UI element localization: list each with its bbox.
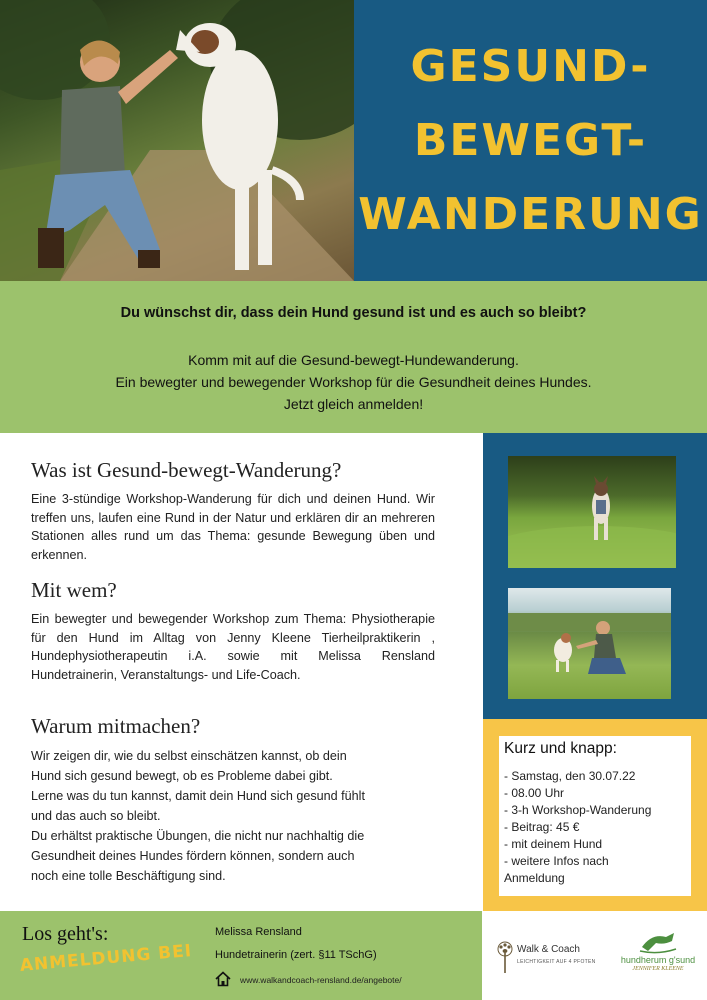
jumping-dog-icon: [638, 929, 678, 955]
info-item: - 3-h Workshop-Wanderung: [504, 803, 652, 817]
hundherum-logo: [617, 929, 699, 979]
contact-role: Hundetrainerin (zert. §11 TSchG): [215, 949, 377, 961]
title-line-3: WANDERUNG: [358, 189, 703, 240]
footer: [0, 911, 707, 1000]
intro-body: [0, 349, 707, 415]
walk-logo-subtitle: LEICHTIGKEIT AUF 4 PFOTEN: [517, 959, 596, 965]
title-panel: [354, 0, 707, 281]
text-line: Wir zeigen dir, wie du selbst einschätzen kannst, ob dein: [31, 749, 347, 763]
section-text: Ein bewegter und bewegender Workshop zum Thema: Physiotherapie für den Hund im Alltag von Jenny Kleene Tierheilpraktikerin , Hundephysiotherapeutin i.A. sowie mit Melissa Rensland Hundetrainerin, Veranstaltungs- und Life-Coach.: [31, 612, 435, 683]
section-heading: Was ist Gesund-bewegt-Wanderung?: [31, 458, 342, 482]
hundherum-logo-subtitle: JENNIFER KLEENE: [632, 966, 684, 972]
info-title: Kurz und knapp:: [504, 740, 617, 757]
section-why: [31, 714, 435, 886]
footer-contact-area: [0, 911, 482, 1000]
intro-question: Du wünschst dir, dass dein Hund gesund ist und es auch so bleibt?: [120, 305, 587, 321]
info-item: - 08.00 Uhr: [504, 786, 565, 800]
walk-logo-title: Walk & Coach: [517, 944, 580, 955]
text-line: Hund sich gesund bewegt, ob es Probleme dabei gibt.: [31, 769, 333, 783]
intro-line: Ein bewegter und bewegender Workshop für die Gesundheit deines Hundes.: [115, 374, 592, 390]
hundherum-logo-title: hundherum g'sund: [620, 955, 696, 965]
woman-dog-highfive-image: [0, 0, 354, 281]
section-heading: Mit wem?: [31, 578, 117, 602]
intro-line: Komm mit auf die Gesund-bewegt-Hundewanderung.: [188, 352, 519, 368]
text-line: Lerne was du tun kannst, damit dein Hund sich gesund fühlt: [31, 789, 365, 803]
intro-banner: [0, 281, 707, 433]
text-line: Gesundheit deines Hundes fördern können, sondern auch: [31, 849, 355, 863]
text-line: und das auch so bleibt.: [31, 809, 161, 823]
info-item: - mit deinem Hund: [504, 837, 603, 851]
section-who: [31, 578, 435, 685]
section-text: [31, 746, 435, 886]
home-icon: [215, 971, 231, 987]
info-box: [499, 736, 691, 896]
paw-tree-icon: [495, 939, 515, 973]
page-title: [354, 30, 707, 252]
title-line-2: BEWEGT-: [413, 115, 648, 166]
woman-dog-field-photo: [508, 588, 671, 699]
info-item: - Samstag, den 30.07.22: [504, 769, 636, 783]
contact-name: Melissa Rensland: [215, 926, 302, 938]
registration-badge: ANMELDUNG BEI: [19, 940, 193, 976]
section-what: [31, 458, 435, 565]
photo-panel: [483, 433, 707, 719]
title-line-1: GESUND-: [410, 41, 651, 92]
website-link[interactable]: www.walkandcoach-rensland.de/angebote/: [240, 975, 402, 985]
intro-line: Jetzt gleich anmelden!: [283, 396, 424, 412]
dog-running-photo: [508, 456, 676, 568]
section-heading: Warum mitmachen?: [31, 714, 201, 738]
walk-and-coach-logo: [495, 935, 600, 979]
hero-photo: [0, 0, 354, 281]
info-panel: [483, 719, 707, 911]
info-item: - Beitrag: 45 €: [504, 820, 580, 834]
cta-label: Los geht's:: [22, 923, 109, 945]
info-item: - weitere Infos nach: [504, 854, 609, 868]
section-text: Eine 3-stündige Workshop-Wanderung für dich und deinen Hund. Wir treffen uns, laufen eine Rund in der Natur und erklären dir an mehreren Stationen alles rund um das Thema: gesunde Bewegung üben und erkennen.: [31, 492, 435, 563]
info-item: Anmeldung: [504, 871, 565, 885]
text-line: Du erhältst praktische Übungen, die nicht nur nachhaltig die: [31, 829, 365, 843]
text-line: noch eine tolle Beschäftigung sind.: [31, 869, 226, 883]
